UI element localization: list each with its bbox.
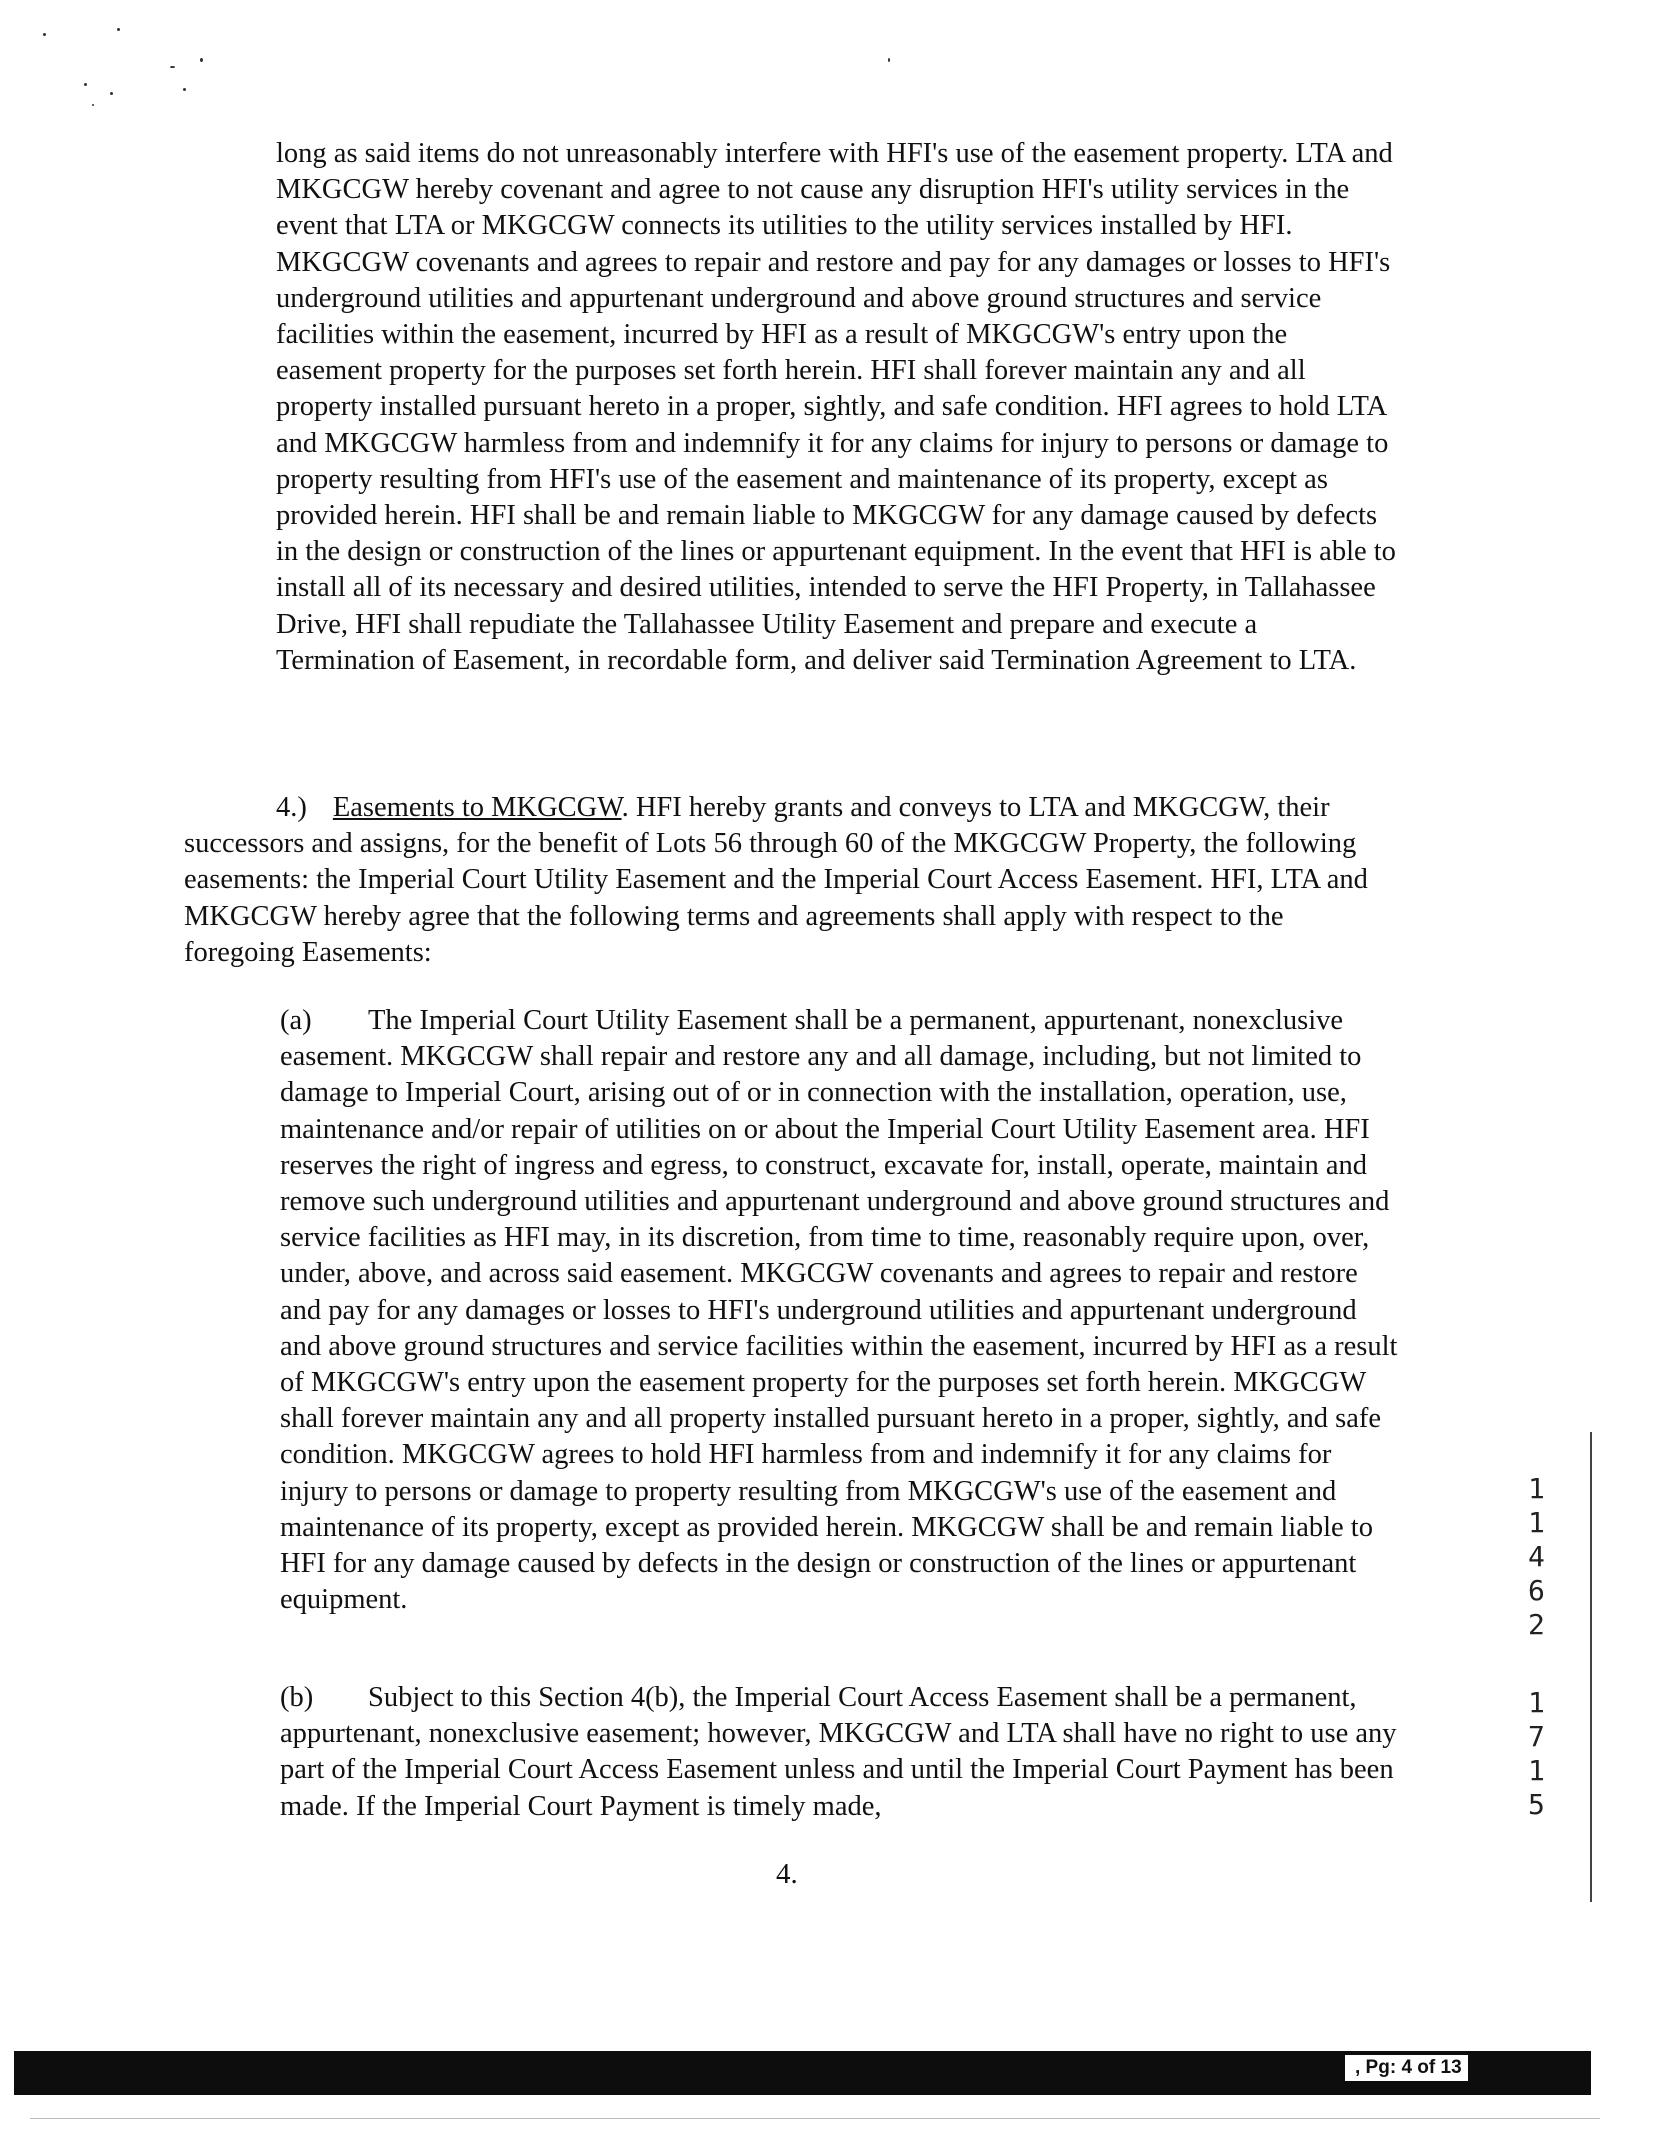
subsection-b-text: Subject to this Section 4(b), the Imperial Court Access Easement shall be a permanent, appurtenant, nonexclusive easement; however, MKGCGW and LTA shall have no right to use any part of the Imperial Court Access Easement unless and until the Imperial Court Payment has been made. If the Imperial Court Payment is timely made,: [280, 1682, 1397, 1822]
page-count-label: , Pg: 4 of 13: [1345, 2055, 1468, 2081]
subsection-a-label: (a): [280, 1005, 312, 1036]
page-number: 4.: [776, 1858, 798, 1890]
scan-speck: [117, 28, 120, 31]
section-4-text: . HFI hereby grants and conveys to LTA and MKGCGW, their successors and assigns, for the benefit of Lots 56 through 60 of the MKGCGW Property, the following easements: the Imperial Court Utility Easement and the Imperial Court Access Easement. HFI, LTA and MKGCGW hereby agree that the following terms and agreements shall apply with respect to the foregoing Easements:: [184, 792, 1368, 968]
bottom-rule: [30, 2118, 1600, 2119]
scan-speck: [43, 33, 46, 36]
stamp-digit: 2: [1528, 1608, 1545, 1641]
recording-stamp: [1528, 1472, 1545, 1822]
subsection-a-text: The Imperial Court Utility Easement shall be a permanent, appurtenant, nonexclusive easement. MKGCGW shall repair and restore any and all damage, including, but not limited to damage to Imperial Court, arising out of or in connection with the installation, operation, use, maintenance and/or repair of utilities on or about the Imperial Court Utility Easement area. HFI reserves the right of ingress and egress, to construct, excavate for, install, operate, maintain and remove such underground utilities and appurtenant underground and above ground structures and service facilities as HFI may, in its discretion, from time to time, reasonably require upon, over, under, above, and across said easement. MKGCGW covenants and agrees to repair and restore and pay for any damages or losses to HFI's underground utilities and appurtenant underground and above ground structures and service facilities within the easement, incurred by HFI as a result of MKGCGW's entry upon the easement property for the purposes set forth herein. MKGCGW shall forever maintain any and all property installed pursuant hereto in a proper, sightly, and safe condition. MKGCGW agrees to hold HFI harmless from and indemnify it for any claims for injury to persons or damage to property resulting from MKGCGW's use of the easement and maintenance of its property, except as provided herein. MKGCGW shall be and remain liable to HFI for any damage caused by defects in the design or construction of the lines or appurtenant equipment.: [280, 1005, 1398, 1616]
stamp-digit: 1: [1528, 1472, 1545, 1505]
stamp-digit: 6: [1528, 1574, 1545, 1607]
margin-rule: [1590, 1432, 1592, 1902]
scan-speck: [183, 88, 186, 91]
scan-speck: [200, 58, 203, 62]
scan-speck: [170, 66, 175, 68]
stamp-digit: 4: [1528, 1540, 1545, 1573]
subsection-a: [280, 1003, 1400, 1618]
section-4-number: 4.): [276, 792, 307, 823]
subsection-b: [280, 1680, 1400, 1825]
scan-speck: [888, 58, 890, 62]
scan-speck: [110, 92, 113, 95]
stamp-digit: 1: [1528, 1754, 1545, 1787]
scan-speck: [84, 83, 87, 86]
stamp-digit: 1: [1528, 1506, 1545, 1539]
stamp-digit: 1: [1528, 1686, 1545, 1719]
paragraph-continued: long as said items do not unreasonably interfere with HFI's use of the easement property. LTA and MKGCGW hereby covenant and agree to not cause any disruption HFI's utility services in the event that LTA or MKGCGW connects its utilities to the utility services installed by HFI. MKGCGW covenants and agrees to repair and restore and pay for any damages or losses to HFI's underground utilities and appurtenant underground and above ground structures and service facilities within the easement, incurred by HFI as a result of MKGCGW's entry upon the easement property for the purposes set forth herein. HFI shall forever maintain any and all property installed pursuant hereto in a proper, sightly, and safe condition. HFI agrees to hold LTA and MKGCGW harmless from and indemnify it for any claims for injury to persons or damage to property resulting from HFI's use of the easement and maintenance of its property, except as provided herein. HFI shall be and remain liable to MKGCGW for any damage caused by defects in the design or construction of the lines or appurtenant equipment. In the event that HFI is able to install all of its necessary and desired utilities, intended to serve the HFI Property, in Tallahassee Drive, HFI shall repudiate the Tallahassee Utility Easement and prepare and execute a Termination of Easement, in recordable form, and deliver said Termination Agreement to LTA.: [276, 138, 1396, 676]
stamp-digit: 7: [1528, 1720, 1545, 1753]
scan-speck: [92, 104, 94, 106]
subsection-b-label: (b): [280, 1682, 314, 1713]
stamp-digit: 5: [1528, 1788, 1545, 1821]
section-4-heading: Easements to MKGCGW: [332, 792, 622, 823]
section-4: [184, 790, 1400, 971]
